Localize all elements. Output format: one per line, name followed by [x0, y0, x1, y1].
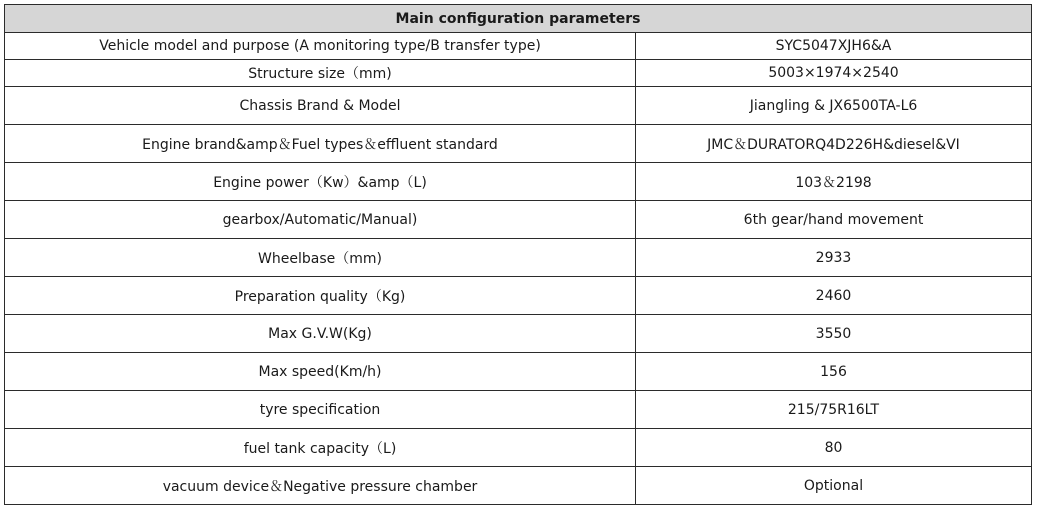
- value-cell: 5003×1974×2540: [636, 60, 1032, 87]
- configuration-table: [4, 4, 1032, 505]
- table-row: [5, 429, 1032, 467]
- table-row: [5, 353, 1032, 391]
- value-cell: 6th gear/hand movement: [636, 201, 1032, 239]
- table-row: [5, 467, 1032, 505]
- value-cell: Optional: [636, 467, 1032, 505]
- value-cell: JMC＆DURATORQ4D226H&diesel&VI: [636, 125, 1032, 163]
- value-cell: 3550: [636, 315, 1032, 353]
- param-cell: tyre specification: [5, 391, 636, 429]
- param-cell: Wheelbase（mm): [5, 239, 636, 277]
- param-cell: Engine power（Kw）&amp（L): [5, 163, 636, 201]
- value-cell: 2933: [636, 239, 1032, 277]
- table-row: [5, 315, 1032, 353]
- table-row: [5, 239, 1032, 277]
- value-cell: Jiangling & JX6500TA-L6: [636, 87, 1032, 125]
- value-cell: 215/75R16LT: [636, 391, 1032, 429]
- param-cell: Chassis Brand & Model: [5, 87, 636, 125]
- value-cell: 80: [636, 429, 1032, 467]
- value-cell: SYC5047XJH6&A: [636, 33, 1032, 60]
- value-cell: 103＆2198: [636, 163, 1032, 201]
- param-cell: fuel tank capacity（L): [5, 429, 636, 467]
- param-cell: gearbox/Automatic/Manual): [5, 201, 636, 239]
- param-cell: Vehicle model and purpose (A monitoring type/B transfer type): [5, 33, 636, 60]
- param-cell: vacuum device＆Negative pressure chamber: [5, 467, 636, 505]
- value-cell: 2460: [636, 277, 1032, 315]
- param-cell: Structure size（mm): [5, 60, 636, 87]
- table-row: [5, 60, 1032, 87]
- table-title: Main configuration parameters: [5, 5, 1032, 33]
- param-cell: Max speed(Km/h): [5, 353, 636, 391]
- table-row: [5, 201, 1032, 239]
- param-cell: Max G.V.W(Kg): [5, 315, 636, 353]
- table-row: [5, 391, 1032, 429]
- table-row: [5, 125, 1032, 163]
- table-row: [5, 163, 1032, 201]
- param-cell: Preparation quality（Kg): [5, 277, 636, 315]
- table-row: [5, 277, 1032, 315]
- param-cell: Engine brand&amp＆Fuel types＆effluent standard: [5, 125, 636, 163]
- value-cell: 156: [636, 353, 1032, 391]
- table-header-row: [5, 5, 1032, 33]
- table-row: [5, 87, 1032, 125]
- table-row: [5, 33, 1032, 60]
